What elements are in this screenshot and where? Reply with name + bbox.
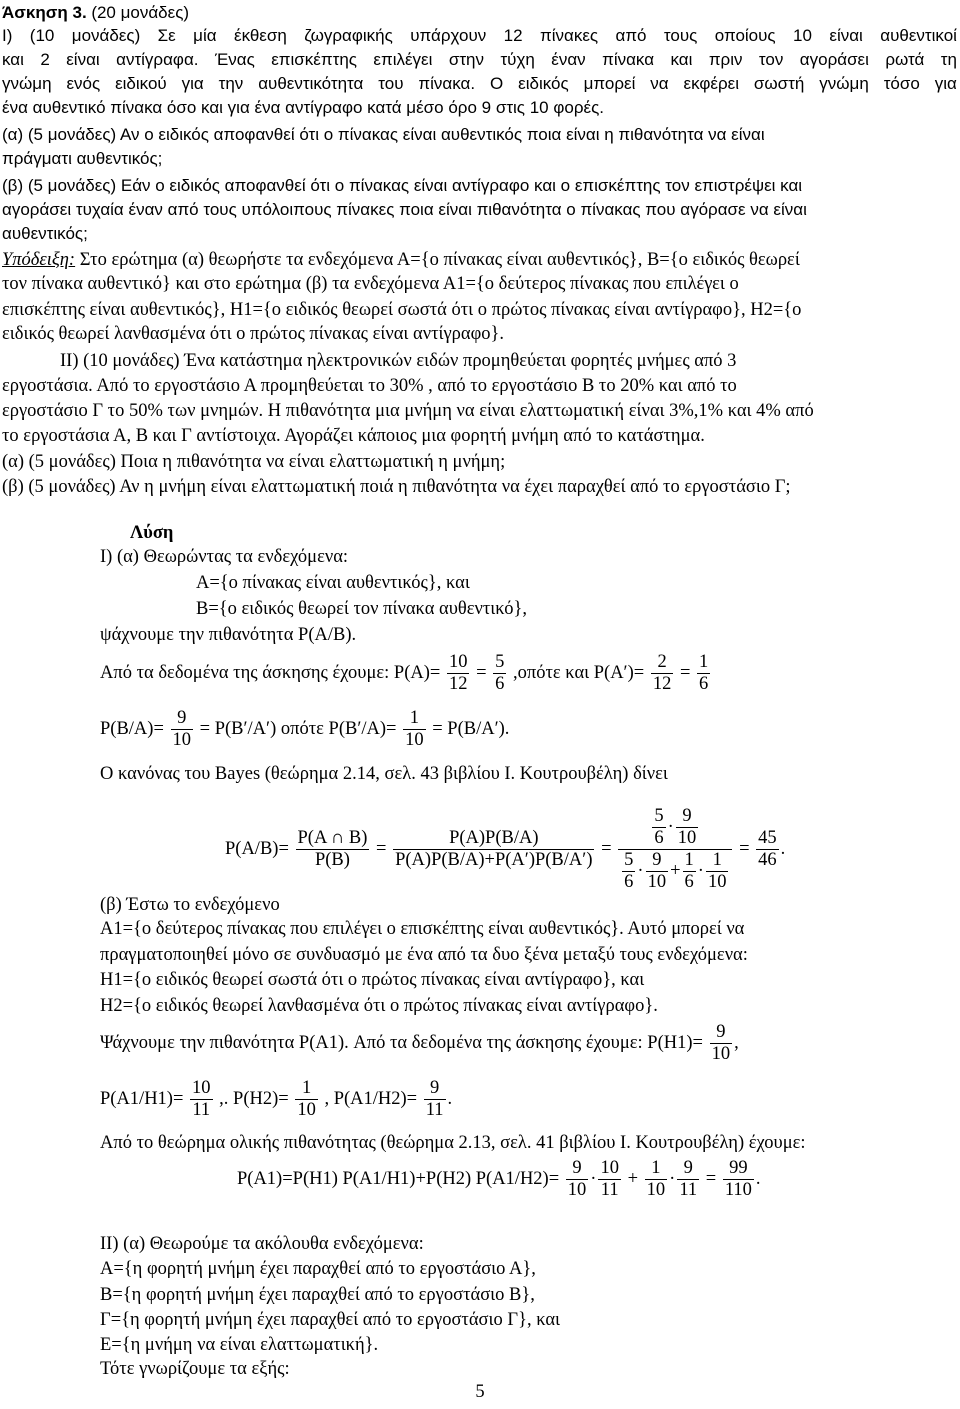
fraction-1-10-h2: $\frac{1}{10}$ <box>297 1078 316 1120</box>
bayes-numeric-numerator: $\frac{5}{6}$ · $\frac{9}{10}$ <box>618 806 732 850</box>
part1-line-9: αυθεντικός; <box>2 224 88 243</box>
total-probability-equation: P(A1)=P(H1) P(A1/H1)+P(H2) P(A1/H2)= $\frac{9}{10}$ · $\frac{10}{11}$ + $\frac{1}{10}$ · $\frac{9}{11}$ = $\frac{99}{110}$ . <box>237 1158 761 1200</box>
hint-label: Υπόδειξη: <box>2 250 76 270</box>
part2-line-2: εργοστάσια. Από το εργοστάσιο Α προμηθεύεται το 30% , από το εργοστάσιο Β το 20% και από το <box>2 376 737 396</box>
page-number: 5 <box>475 1382 485 1402</box>
ib-line-4: Η2={ο ειδικός θεωρεί λανθασμένα ότι ο πρώτος πίνακας είναι αντίγραφο}. <box>100 996 658 1016</box>
part1-line-2: και 2 είναι αντίγραφα. Ένας επισκέπτης επιλέγει στην τύχη έναν πίνακα και πριν τον αγοράσει ρωτά τη <box>2 50 957 69</box>
solution-ia-intro: Ι) (α) Θεωρώντας τα ενδεχόμενα: <box>100 547 349 567</box>
event-a: A={ο πίνακας είναι αυθεντικός}, και <box>196 573 470 593</box>
fraction-5-6: $\frac{5}{6}$ <box>495 652 505 694</box>
known-line: Τότε γνωρίζουμε τα εξής: <box>100 1359 290 1379</box>
fraction-99-110: $\frac{99}{110}$ <box>724 1158 752 1200</box>
cond-end: = P(B/A′). <box>432 718 510 739</box>
cond-mid: = P(B′/A′) οπότε P(B′/A)= <box>199 718 397 739</box>
part1-line-4: ένα αυθεντικό πίνακα όσο και για ένα αντίγραφο κατά μέσο όρο 9 στις 10 φορές. <box>2 98 604 117</box>
fraction-9-10-h1: $\frac{9}{10}$ <box>711 1022 731 1064</box>
seek-text: ψάχνουμε την πιθανότητα <box>100 625 294 645</box>
hint-text-1: Στο ερώτημα (α) θεωρήστε τα ενδεχόμενα Α={ο πίνακας είναι αυθεντικός}, Β={ο ειδικός θεωρεί <box>79 250 800 270</box>
cond2-equation: P(A1/H1)= $\frac{10}{11}$ ,. P(H2)= $\frac{1}{10}$ , P(A1/H2)= $\frac{9}{11}$ . <box>100 1078 453 1120</box>
fraction-bayes-numeric <box>618 806 732 893</box>
event-b: B={ο ειδικός θεωρεί τον πίνακα αυθεντικό}, <box>196 599 527 619</box>
part1-line-8: αγοράσει τυχαία έναν από τους υπόλοιπους πίνακες ποια είναι πιθανότητα ο πίνακας που αγόρασε να είναι <box>2 200 807 219</box>
fraction-10-12: $\frac{10}{12}$ <box>448 652 468 694</box>
exercise-points: (20 μονάδες) <box>91 3 190 22</box>
fraction-bayes-general: $\frac{P(A)P(B/A)}{P(A)P(B/A)+P(A')P(B/A')}$ <box>395 828 593 870</box>
fraction-10-11: $\frac{10}{11}$ <box>192 1078 211 1120</box>
iia-event-4: Ε={η μνήμη να είναι ελαττωματική}. <box>100 1335 379 1355</box>
conditional-equation <box>100 708 509 751</box>
hint-line-4: ειδικός θεωρεί λανθασμένα ότι ο πρώτος πίνακας είναι αντίγραφο}. <box>2 324 505 344</box>
fraction-1-10: $\frac{1}{10}$ <box>405 708 424 750</box>
given-lead: Από τα δεδομένα της άσκησης έχουμε: <box>100 662 390 683</box>
seek-p-a1: Ψάχνουμε την πιθανότητα P(A1). Από τα δεδομένα της άσκησης έχουμε: P(H1)= $\frac{9}{10}$ , <box>100 1022 739 1064</box>
iia-event-2: Β={η φορητή μνήμη έχει παραχθεί από το εργοστάσιο Β}, <box>100 1285 535 1305</box>
bayes-equation: P(A/B)= $\frac{P(A \cap B)}{P(B)}$ = $\frac{P(A)P(B/A)}{P(A)P(B/A)+P(A')P(B/A')}$ = $\frac{5}{6}$ · $\frac{9}{10}$ $\frac{5}{6}$ · $\frac{9}{10}$ + $\frac{1}{6}$ · $\frac{1}{10}$ = $\frac{45}{46}$ . <box>225 806 786 892</box>
part1-line-6: πράγματι αυθεντικός; <box>2 149 163 168</box>
part1-line-3: γνώμη ενός ειδικού για την αυθεντικότητα του πίνακα. Ο ειδικός μπορεί να εκφέρει σωστή γνώμη τόσο για <box>2 74 957 93</box>
fraction-45-46: $\frac{45}{46}$ <box>758 828 777 870</box>
part1-line-1: I) (10 μονάδες) Σε μία έκθεση ζωγραφικής υπάρχουν 12 πίνακες από τους οποίους 10 είναι αυθεντικοί <box>2 26 957 45</box>
given-pa: P(A)= <box>393 662 441 683</box>
fraction-9-10: $\frac{9}{10}$ <box>172 708 192 750</box>
exercise-title: Άσκηση 3. <box>2 3 87 22</box>
bayes-text: Ο κανόνας του Bayes (θεώρημα 2.14, σελ. 43 βιβλίου Ι. Κουτρουβέλη) δίνει <box>100 764 668 784</box>
given-then: ,οπότε και <box>513 662 590 683</box>
ib-line-3: Η1={ο ειδικός θεωρεί σωστά ότι ο πρώτος πίνακας είναι αντίγραφο}, και <box>100 970 645 990</box>
iia-event-3: Γ={η φορητή μνήμη έχει παραχθεί από το εργοστάσιο Γ}, και <box>100 1310 561 1330</box>
part1-line-5: (α) (5 μονάδες) Αν ο ειδικός αποφανθεί ότι ο πίνακας είναι αυθεντικός ποια είναι η πιθανότητα να είναι <box>2 125 765 144</box>
seek-line <box>100 623 960 647</box>
total-text: Από το θεώρημα ολικής πιθανότητας (θεώρημα 2.13, σελ. 41 βιβλίου Ι. Κουτρουβέλη) έχουμε: <box>100 1133 806 1153</box>
iia-event-1: Α={η φορητή μνήμη έχει παραχθεί από το εργοστάσιο Α}, <box>100 1259 536 1279</box>
ib-line-2: πραγματοποιηθεί μόνο σε συνδυασμό με ένα από τα δυο ξένα μεταξύ τους ενδεχόμενα: <box>100 945 748 965</box>
ib-intro: (β) Έστω το ενδεχόμενο <box>100 895 280 915</box>
ib-line-1: Α1={ο δεύτερος πίνακας που επιλέγει ο επισκέπτης είναι αυθεντικός}. Αυτό μπορεί να <box>100 919 745 939</box>
given-pa-complement: P(A′)= <box>593 662 645 683</box>
hint-line-1 <box>2 248 960 272</box>
exercise-heading <box>2 1 960 25</box>
hint-line-3: επισκέπτης είναι αυθεντικός}, Η1={ο ειδικός θεωρεί σωστά ότι ο πρώτος πίνακας είναι αντίγραφο}, Η2={ο <box>2 300 802 320</box>
fraction-intersection: $\frac{P(A \cap B)}{P(B)}$ <box>297 828 368 870</box>
hint-line-2: τον πίνακα αυθεντικό} και στο ερώτημα (β) τα ενδεχόμενα Α1={ο δεύτερος πίνακας που επιλέγει ο <box>2 274 739 294</box>
part2-line-5: (α) (5 μονάδες) Ποια η πιθανότητα να είναι ελαττωματική η μνήμη; <box>2 452 506 472</box>
iia-intro: ΙΙ) (α) Θεωρούμε τα ακόλουθα ενδεχόμενα: <box>100 1234 424 1254</box>
fraction-9-11: $\frac{9}{11}$ <box>425 1078 444 1120</box>
part1-line-7: (β) (5 μονάδες) Εάν ο ειδικός αποφανθεί ότι ο πίνακας είναι αντίγραφο και ο επισκέπτης τον επιστρέψει και <box>2 176 803 195</box>
solution-heading: Λύση <box>130 523 174 543</box>
bayes-lhs: P(A/B)= <box>225 838 289 859</box>
cond-pba: P(B/A)= <box>100 718 164 739</box>
given-equation: Από τα δεδομένα της άσκησης έχουμε: P(A)= $\frac{10}{12}$ = $\frac{5}{6}$ ,οπότε και P(A′)= $\frac{2}{12}$ = $\frac{1}{6}$ <box>100 652 709 694</box>
bayes-numeric-denominator: $\frac{5}{6}$ · $\frac{9}{10}$ + $\frac{1}{6}$ · $\frac{1}{10}$ <box>624 850 727 892</box>
part2-line-6: (β) (5 μονάδες) Αν η μνήμη είναι ελαττωματική ποιά η πιθανότητα να έχει παραχθεί από το εργοστάσιο Γ; <box>2 477 791 497</box>
part2-line-3: εργοστάσιο Γ το 50% των μνημών. Η πιθανότητα μια μνήμη να είναι ελαττωματική είναι 3%,1% και 4% από <box>2 401 814 421</box>
part2-line-1: ΙΙ) (10 μονάδες) Ένα κατάστημα ηλεκτρονικών ειδών προμηθεύεται φορητές μνήμες από 3 <box>60 351 737 371</box>
fraction-2-12: $\frac{2}{12}$ <box>652 652 672 694</box>
seek-expr: P(A/B). <box>298 625 357 645</box>
fraction-1-6: $\frac{1}{6}$ <box>699 652 709 694</box>
part2-line-4: το εργοστάσια Α, Β και Γ αντίστοιχα. Αγοράζει κάποιος μια φορητή μνήμη από το κατάστημα. <box>2 426 705 446</box>
